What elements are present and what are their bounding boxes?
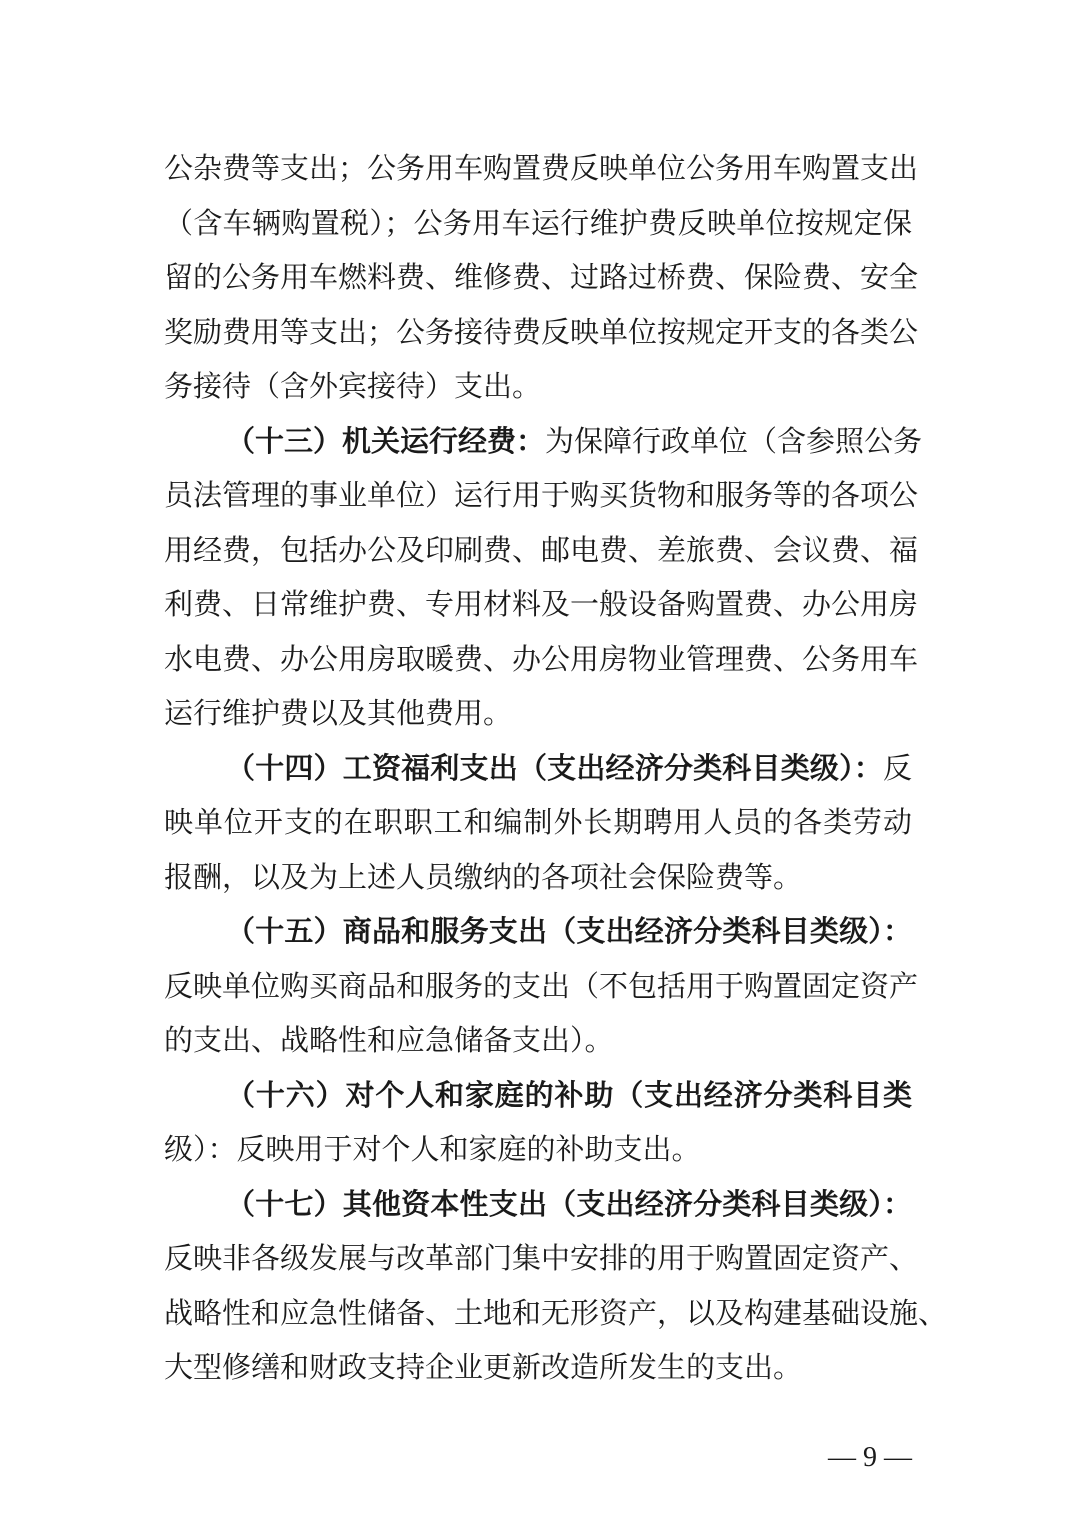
paragraph-first-line [164,1068,912,1123]
body-line: 报酬，以及为上述人员缴纳的各项社会保险费等。 [164,859,803,894]
body-line: 大型修缮和财政支持企业更新改造所发生的支出。 [164,1350,803,1384]
body-line: 务接待（含外宾接待）支出。 [164,369,542,403]
body-line: 战略性和应急性储备、土地和无形资产，以及构建基础设施、 [164,1295,948,1330]
section-heading: （十七）其他资本性支出（支出经济分类科目类级）： [226,1186,912,1221]
body-line: 利费、日常维护费、专用材料及一般设备购置费、办公用房 [164,587,919,621]
document-body [164,141,948,1395]
body-line: 映单位开支的在职职工和编制外长期聘用人员的各类劳动 [164,805,912,839]
paragraph-first-line [164,1177,912,1232]
body-line: 留的公务用车燃料费、维修费、过路过桥费、保险费、安全 [164,260,919,294]
body-line: 公杂费等支出；公务用车购置费反映单位公务用车购置支出 [164,151,919,185]
section-heading: （十四）工资福利支出（支出经济分类科目类级）： [226,750,883,785]
section-heading: （十三）机关运行经费： [226,423,546,458]
body-line: （含车辆购置税）；公务用车运行维护费反映单位按规定保 [164,205,912,240]
paragraph-first-line [164,414,923,469]
body-text: 为保障行政单位（含参照公务 [545,423,923,458]
body-line: 的支出、战略性和应急储备支出）。 [164,1023,614,1057]
body-line: 员法管理的事业单位）运行用于购买货物和服务等的各项公 [164,478,919,512]
paragraph-first-line [164,741,912,796]
body-line: 级）：反映用于对个人和家庭的补助支出。 [164,1132,701,1166]
body-line: 反映非各级发展与改革部门集中安排的用于购置固定资产、 [164,1241,919,1275]
body-line: 奖励费用等支出；公务接待费反映单位按规定开支的各类公 [164,314,919,349]
body-line: 反映单位购买商品和服务的支出（不包括用于购置固定资产 [164,968,919,1003]
paragraph-first-line [164,904,912,959]
page-number: — 9 — [828,1442,912,1473]
body-line: 用经费，包括办公及印刷费、邮电费、差旅费、会议费、福 [164,532,919,567]
body-text: 反 [882,750,912,785]
section-heading: （十六）对个人和家庭的补助（支出经济分类科目类 [226,1077,912,1112]
body-line: 运行维护费以及其他费用。 [164,696,513,730]
section-heading: （十五）商品和服务支出（支出经济分类科目类级）： [226,914,912,948]
body-line: 水电费、办公用房取暖费、办公用房物业管理费、公务用车 [164,641,919,676]
